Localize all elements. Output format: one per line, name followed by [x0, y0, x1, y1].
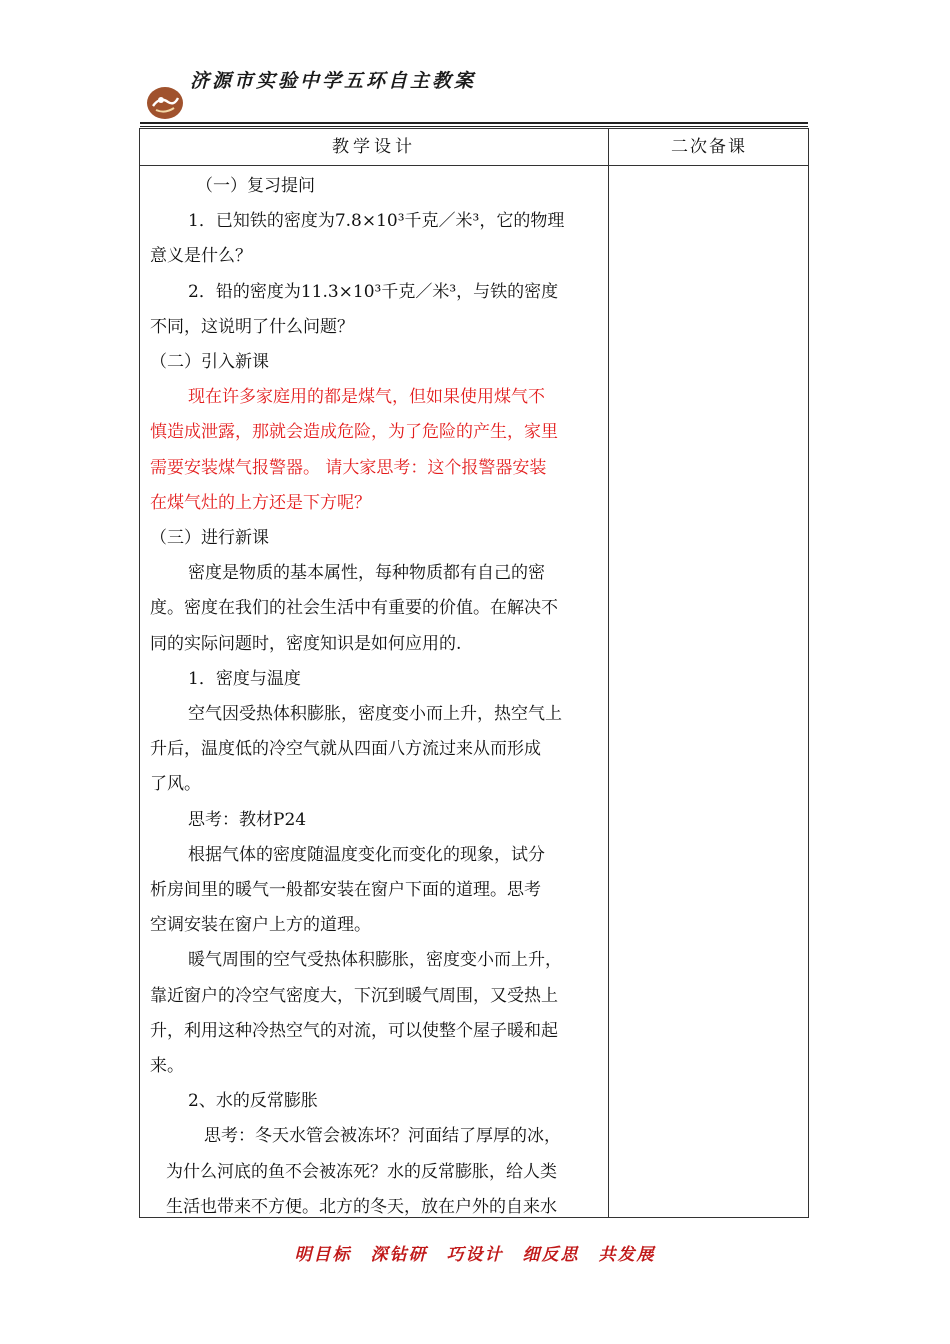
- paragraph-line: 析房间里的暖气一般都安装在窗户下面的道理。思考: [150, 880, 541, 901]
- lesson-table: [139, 128, 809, 1218]
- teaching-design-content: [150, 169, 602, 1225]
- paragraph-line: 思考：冬天水管会被冻坏？河面结了厚厚的冰，: [204, 1126, 561, 1147]
- paragraph-line: 为什么河底的鱼不会被冻死？水的反常膨胀，给人类: [166, 1161, 557, 1182]
- column-divider: [608, 129, 609, 1217]
- paragraph-line: 升，利用这种冷热空气的对流，可以使整个屋子暖和起: [150, 1020, 558, 1041]
- paragraph-line: 了风。: [150, 774, 201, 795]
- paragraph-line: 同的实际问题时，密度知识是如何应用的.: [150, 633, 462, 654]
- question-1-line: 意义是什么？: [150, 246, 252, 267]
- paragraph-line: 根据气体的密度随温度变化而变化的现象，试分: [188, 844, 545, 865]
- header-rule-thin: [140, 126, 808, 127]
- intro-highlight-line: 现在许多家庭用的都是煤气，但如果使用煤气不: [188, 387, 545, 408]
- section-intro-title: （二）引入新课: [150, 352, 269, 373]
- teaching-design-header: 教学设计: [332, 137, 416, 157]
- question-1-line: 1．已知铁的密度为7.8×10³千克／米³，它的物理: [188, 211, 565, 232]
- school-title: 济源市实验中学五环自主教案: [190, 70, 477, 92]
- subsection-density-temperature: 1．密度与温度: [188, 668, 301, 689]
- paragraph-line: 度。密度在我们的社会生活中有重要的价值。在解决不: [150, 598, 558, 619]
- paragraph-line: 空调安装在窗户上方的道理。: [150, 915, 371, 936]
- paragraph-line: 来。: [150, 1056, 184, 1077]
- question-2-line: 2．铅的密度为11.3×10³千克／米³，与铁的密度: [188, 281, 559, 302]
- paragraph-line: 生活也带来不方便。北方的冬天，放在户外的自来水: [166, 1196, 557, 1217]
- think-block: [150, 1119, 602, 1225]
- header-row-divider: [140, 165, 808, 166]
- intro-highlight-line: 慎造成泄露，那就会造成危险，为了危险的产生，家里: [150, 422, 558, 443]
- section-new-lesson-title: （三）进行新课: [150, 528, 269, 549]
- paragraph-line: 空气因受热体积膨胀，密度变小而上升，热空气上: [188, 704, 562, 725]
- paragraph-line: 升后，温度低的冷空气就从四面八方流过来从而形成: [150, 739, 541, 760]
- intro-highlight-line: 需要安装煤气报警器。 请大家思考：这个报警器安装: [150, 457, 547, 478]
- school-logo-icon: [146, 86, 184, 120]
- question-2-line: 不同，这说明了什么问题？: [150, 316, 354, 337]
- second-preparation-header: 二次备课: [671, 137, 747, 157]
- paragraph-line: 靠近窗户的冷空气密度大，下沉到暖气周围，又受热上: [150, 985, 558, 1006]
- paragraph-line: 暖气周围的空气受热体积膨胀，密度变小而上升，: [188, 950, 562, 971]
- subsection-water-anomaly: 2、水的反常膨胀: [188, 1091, 318, 1112]
- think-prompt: 思考：教材P24: [188, 809, 307, 830]
- section-review-title: （一）复习提问: [196, 176, 315, 196]
- paragraph-line: 密度是物质的基本属性，每种物质都有自己的密: [188, 563, 545, 584]
- intro-highlight-line: 在煤气灶的上方还是下方呢？: [150, 492, 371, 513]
- footer-motto: 明目标 深钻研 巧设计 细反思 共发展: [294, 1245, 656, 1265]
- header-rule-thick: [140, 122, 808, 124]
